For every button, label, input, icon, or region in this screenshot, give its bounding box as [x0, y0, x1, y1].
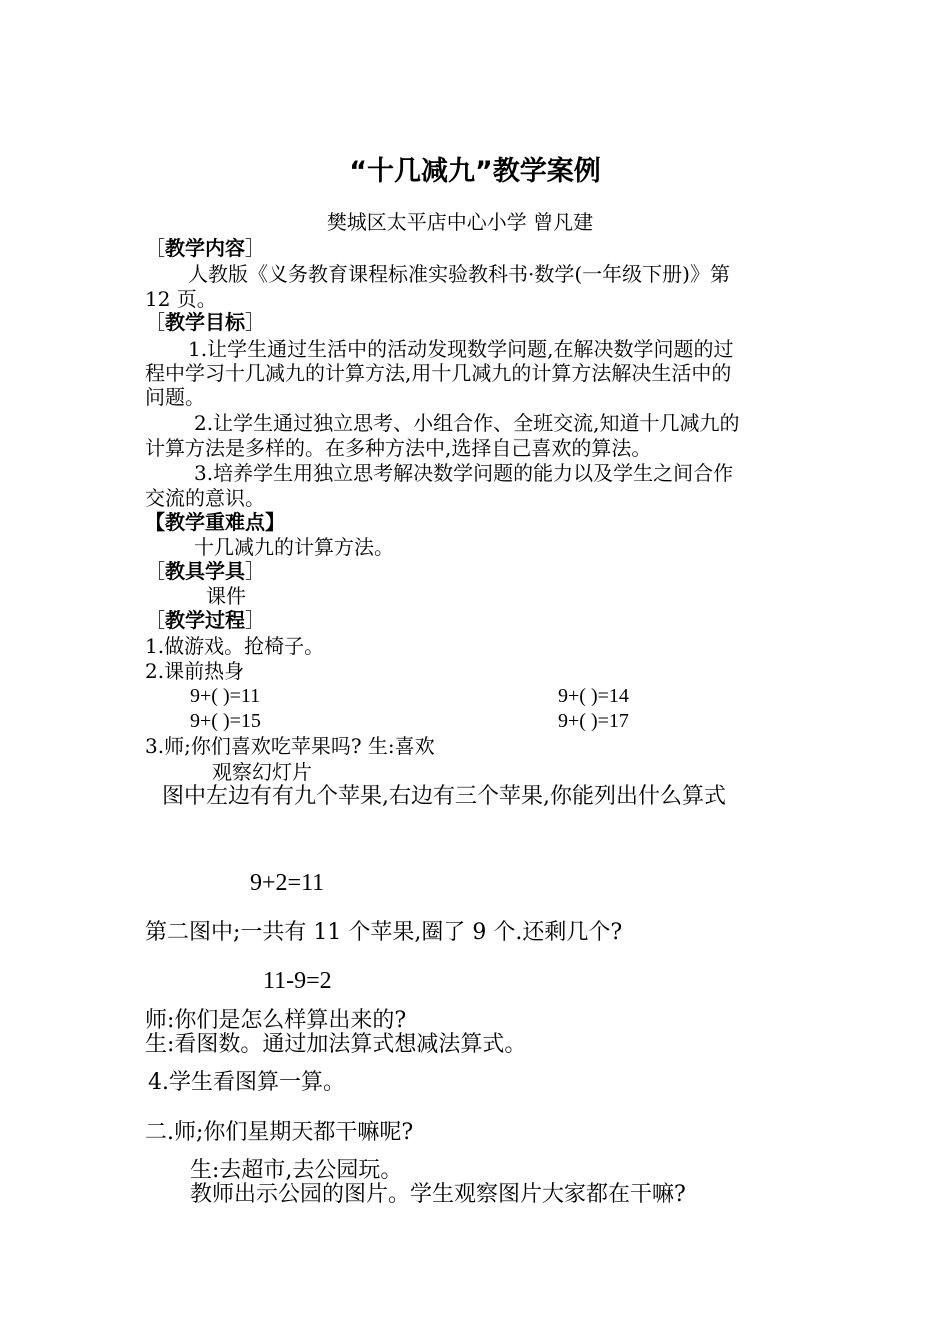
process-step-2: 2.课前热身: [145, 659, 245, 683]
teacher-action: 教师出示公园的图片。学生观察图片大家都在干嘛?: [190, 1182, 686, 1207]
page-title: “十几减九”教学案例: [349, 156, 601, 187]
goal-3-line-1: 3.培养学生用独立思考解决数学问题的能力以及学生之间合作: [194, 461, 734, 485]
part-2-question: 二.师;你们星期天都干嘛呢?: [145, 1120, 414, 1145]
teacher-question: 师:你们是怎么样算出来的?: [145, 1008, 407, 1033]
content-line-2: 12 页。: [145, 287, 217, 311]
warmup-eq-3: 9+( )=15: [190, 710, 261, 732]
process-step-4: 4.学生看图算一算。: [148, 1070, 345, 1095]
student-answer: 生:看图数。通过加法算式想减法算式。: [145, 1032, 527, 1057]
warmup-eq-2: 9+( )=14: [558, 685, 629, 707]
goal-1-line-3: 问题。: [145, 385, 205, 409]
student-answer-2: 生:去超市,去公园玩。: [190, 1158, 403, 1183]
tools-text: 课件: [206, 584, 246, 608]
section-heading-content: ［教学内容］: [145, 236, 265, 260]
warmup-eq-1: 9+( )=11: [190, 685, 261, 707]
author-line: 樊城区太平店中心小学 曾凡建: [326, 210, 594, 234]
question-2: 第二图中;一共有 11 个苹果,圈了 9 个.还剩几个?: [145, 920, 623, 945]
section-heading-process: ［教学过程］: [145, 608, 265, 632]
content-line-1: 人教版《义务教育课程标准实验教科书·数学(一年级下册)》第: [188, 262, 730, 286]
section-heading-keypoints: 【教学重难点】: [145, 510, 285, 534]
formula-1: 9+2=11: [250, 870, 325, 896]
goal-1-line-2: 程中学习十几减九的计算方法,用十几减九的计算方法解决生活中的: [145, 361, 732, 385]
section-heading-tools: ［教具学具］: [145, 559, 265, 583]
question-1: 图中左边有有九个苹果,右边有三个苹果,你能列出什么算式: [162, 784, 726, 809]
formula-2: 11-9=2: [263, 968, 332, 994]
warmup-eq-4: 9+( )=17: [558, 710, 629, 732]
process-step-1: 1.做游戏。抢椅子。: [145, 634, 325, 658]
goal-2-line-1: 2.让学生通过独立思考、小组合作、全班交流,知道十几减九的: [194, 411, 740, 435]
keypoints-text: 十几减九的计算方法。: [194, 535, 394, 559]
process-step-3: 3.师;你们喜欢吃苹果吗? 生:喜欢: [145, 734, 435, 758]
goal-3-line-2: 交流的意识。: [145, 486, 265, 510]
section-heading-goals: ［教学目标］: [145, 310, 265, 334]
goal-1-line-1: 1.让学生通过生活中的活动发现数学问题,在解决数学问题的过: [188, 337, 734, 361]
observe-slides: 观察幻灯片: [212, 760, 312, 784]
goal-2-line-2: 计算方法是多样的。在多种方法中,选择自己喜欢的算法。: [145, 436, 652, 460]
